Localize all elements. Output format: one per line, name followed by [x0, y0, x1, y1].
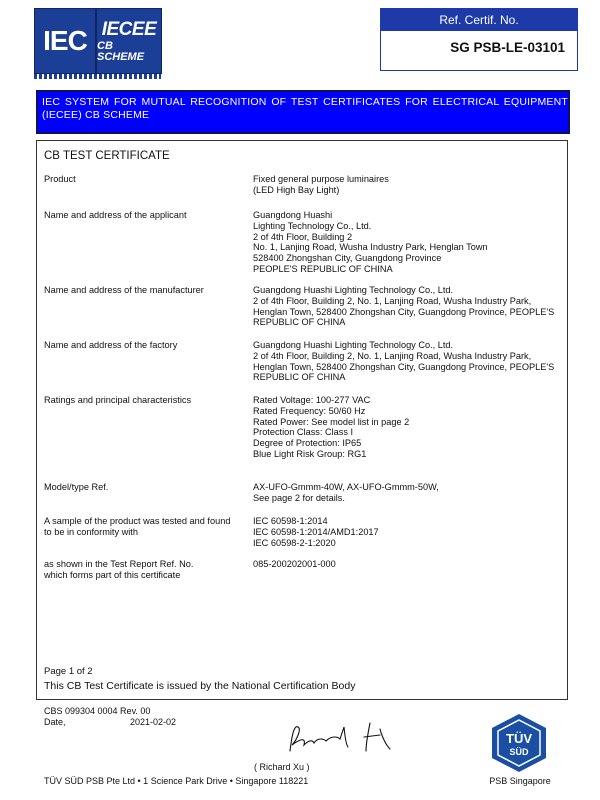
value-line: IEC 60598-1:2014	[253, 516, 328, 526]
value-line: 2 of 4th Floor, Building 2	[253, 231, 353, 242]
document-code: CBS 099304 0004 Rev. 00	[44, 706, 151, 716]
ref-number: SG PSB-LE-03101	[450, 40, 565, 55]
row-label-product	[44, 174, 244, 185]
label-line: to be in conformity with	[44, 526, 138, 537]
value-line: Henglan Town, 528400 Zhongshan City, Guangdong Province, PEOPLE'S	[253, 361, 555, 372]
logo-strip-decoration	[34, 74, 161, 79]
iecee-logo-text: IECEE	[101, 18, 157, 40]
row-label-model	[44, 482, 244, 493]
label-line: as shown in the Test Report Ref. No.	[44, 559, 194, 569]
ref-label: Ref. Certif. No.	[381, 9, 577, 31]
label-line: Name and address of the applicant	[44, 210, 187, 220]
tuv-logo-sub: SÜD	[509, 747, 529, 757]
row-value-model	[253, 482, 563, 504]
label-line: Name and address of the factory	[44, 340, 178, 350]
row-value-standards	[253, 516, 563, 548]
iec-logo	[34, 8, 96, 74]
value-line: Fixed general purpose luminaires	[253, 174, 389, 184]
value-line: REPUBLIC OF CHINA	[253, 372, 346, 383]
value-line: 528400 Zhongshan City, Guangdong Province	[253, 253, 442, 264]
value-line: Protection Class: Class I	[253, 427, 354, 438]
banner-line-2: (IECEE) CB SCHEME	[42, 109, 150, 121]
label-line: Ratings and principal characteristics	[44, 395, 192, 405]
row-label-applicant	[44, 210, 244, 221]
value-line: Rated Frequency: 50/60 Hz	[253, 405, 366, 416]
value-line: 2 of 4th Floor, Building 2, No. 1, Lanjing Road, Wusha Industry Park,	[253, 295, 532, 306]
signatory-name: ( Richard Xu )	[254, 762, 310, 772]
row-label-ratings	[44, 395, 244, 406]
value-line: Henglan Town, 528400 Zhongshan City, Guangdong Province, PEOPLE'S	[253, 306, 555, 317]
value-line: Degree of Protection: IP65	[253, 438, 362, 449]
value-line: Rated Power: See model list in page 2	[253, 416, 410, 427]
value-line: AX-UFO-Gmmm-40W, AX-UFO-Gmmm-50W,	[253, 482, 439, 492]
label-line: Name and address of the manufacturer	[44, 285, 204, 295]
value-line: 2 of 4th Floor, Building 2, No. 1, Lanjing Road, Wusha Industry Park,	[253, 350, 532, 361]
value-line: See page 2 for details.	[253, 492, 345, 503]
value-line: IEC 60598-1:2014/AMD1:2017	[253, 526, 379, 537]
signature-image	[282, 715, 402, 759]
value-line: Blue Light Risk Group: RG1	[253, 448, 367, 459]
tuv-sud-logo-icon	[488, 712, 550, 774]
value-line: Guangdong Huashi Lighting Technology Co., Ltd.	[253, 285, 454, 295]
label-line: which forms part of this certificate	[44, 569, 181, 580]
signature-stroke-2	[364, 723, 390, 751]
banner-line-1: IEC SYSTEM FOR MUTUAL RECOGNITION OF TEST CERTIFICATES FOR ELECTRICAL EQUIPMENT	[42, 96, 568, 108]
row-value-ratings	[253, 395, 563, 460]
value-line: PEOPLE'S REPUBLIC OF CHINA	[253, 263, 393, 274]
page-indicator: Page 1 of 2	[44, 666, 93, 677]
iecee-logo-sub: CB SCHEME	[97, 39, 145, 63]
row-label-conformity	[44, 516, 244, 538]
value-line: Rated Voltage: 100-277 VAC	[253, 395, 371, 405]
iec-logo-text: IEC	[43, 25, 87, 56]
value-line: Lighting Technology Co., Ltd.	[253, 220, 372, 231]
certificate-title: CB TEST CERTIFICATE	[44, 150, 170, 162]
tuv-logo-text: TÜV	[506, 731, 532, 746]
row-value-product	[253, 174, 563, 196]
row-value-manufacturer	[253, 285, 563, 328]
label-line: A sample of the product was tested and found	[44, 516, 231, 526]
row-value-applicant	[253, 210, 563, 275]
row-value-test-report	[253, 559, 563, 570]
label-line: Model/type Ref.	[44, 482, 109, 492]
iecee-cb-scheme-logo	[96, 8, 162, 74]
issued-by-statement: This CB Test Certificate is issued by the National Certification Body	[44, 680, 356, 692]
row-label-manufacturer	[44, 285, 244, 296]
value-line: Guangdong Huashi	[253, 210, 333, 220]
value-line: (LED High Bay Light)	[253, 184, 340, 195]
iecee-banner	[36, 90, 570, 134]
row-label-test-report	[44, 559, 244, 581]
value-line: No. 1, Lanjing Road, Wusha Industry Park, Henglan Town	[253, 242, 488, 253]
tuv-caption: PSB Singapore	[489, 776, 551, 786]
label-line: Product	[44, 174, 76, 184]
value-line: 085-200202001-000	[253, 559, 336, 569]
value-line: IEC 60598-2-1:2020	[253, 537, 336, 548]
value-line: REPUBLIC OF CHINA	[253, 317, 346, 328]
row-value-factory	[253, 340, 563, 383]
reference-certificate-box	[380, 8, 578, 71]
footer-address: TÜV SÜD PSB Pte Ltd • 1 Science Park Drive • Singapore 118221	[44, 776, 309, 786]
signature-stroke-1	[290, 727, 348, 751]
date-value: 2021-02-02	[130, 717, 177, 727]
row-label-factory	[44, 340, 244, 351]
value-line: Guangdong Huashi Lighting Technology Co., Ltd.	[253, 340, 454, 350]
date-label: Date,	[44, 717, 66, 727]
